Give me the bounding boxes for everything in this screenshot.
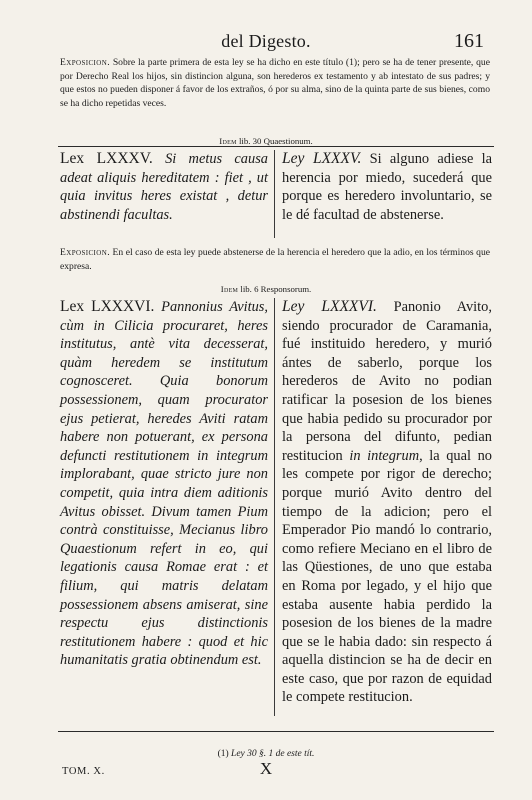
law-86-spanish-heading: Ley LXXXVI. (282, 298, 377, 315)
exposicion-paragraph-2 (60, 246, 490, 273)
source-author: Idem (219, 136, 237, 146)
law-86-spanish-text-1: Panonio Avito, siendo procurador de Caramania, fué instituido heredero, y murió ántes de saberlo, porque los herederos de Avito no podian ratificar la posesion de los bienes que habia pedido su procurador por la persona del difunto, pedian restitucion (282, 299, 492, 464)
volume-label: TOM. X. (62, 766, 105, 777)
law-86-latin-heading: Lex LXXXVI. (60, 298, 155, 315)
source-reference: lib. 30 Quaestionum. (238, 136, 313, 146)
law-86-latin-text: Pannonius Avitus, cùm in Cilicia procuraret, heres institutus, antè vita decesserat, quàm heredem se institutum cognosceret. Quia bonorum possessionem, quam procurator ejus petierat, heredes Aviti ratam habere non potuerant, ex persona defuncti restitutionem in integrum implorabant, quae stricto jure non competit, quia intra diem aditionis Avitus obisset. Divum tamen Pium contrà constituisse, Mecianus libro Quaestionum refert in eo, qui legationis causa Romae erat : et filium, qui matris delatam possessionem absens amiserat, sine respectu ejus distinctionis restitutionem habere : quod et hic humanitatis gratia obtinendum est. (60, 299, 268, 669)
column-divider-2 (274, 298, 275, 716)
law-86-spanish-italic: in integrum (349, 447, 420, 464)
running-title: del Digesto. (221, 31, 311, 51)
law-85-latin-text: Si metus causa adeat aliquis hereditatem : fiet , ut quia invitus heres existat , detur abstinendi facultas. (60, 151, 268, 223)
signature-mark: X (259, 759, 273, 778)
law-85-spanish-heading: Ley LXXXV. (282, 150, 362, 167)
footnote-number: (1) (217, 749, 229, 759)
law-86-latin (60, 298, 268, 670)
law-86-spanish (282, 298, 492, 707)
law-85-latin-heading: Lex LXXXV. (60, 150, 153, 167)
law-85-spanish (282, 150, 492, 224)
footnote (0, 749, 532, 759)
source-citation-1 (0, 136, 532, 146)
exposicion-label: Exposicion. (60, 247, 110, 258)
law-85-spanish-text: Si alguno adiese la herencia por miedo, sucederá que porque es heredero involuntario, se le dé facultad de abstenerse. (282, 151, 492, 223)
section-rule (58, 146, 494, 147)
column-divider-1 (274, 150, 275, 238)
footnote-text: Ley 30 §. 1 de este tít. (231, 749, 315, 759)
source-reference: lib. 6 Responsorum. (240, 284, 312, 294)
exposicion-text: En el caso de esta ley puede abstenerse de la herencia el heredero que la adio, en los términos que expresa. (60, 247, 490, 272)
page-number: 161 (454, 30, 484, 52)
footnote-rule (58, 731, 494, 732)
exposicion-paragraph-1 (60, 56, 490, 110)
source-author: Idem (220, 284, 239, 294)
law-86-spanish-text-2: , la qual no les compete por rigor de derecho; porque murió Avito dentro del tiempo de la adicion; pero el Emperador Pio mandó lo contrario, como refiere Meciano en el libro de las Qüestiones, de uno que estaba en Roma por legado, y el hijo que estaba ausente habia perdido la posesion de los bienes de la madre que se le habia dado: sin respecto á aquella distincion se ha de decir en este caso, que por razon de equidad le compete restitucion. (282, 447, 492, 706)
source-citation-2 (0, 284, 532, 294)
exposicion-text: Sobre la parte primera de esta ley se ha dicho en este título (1); pero se ha de tener presente, que por Derecho Real los hijos, sin distincion alguna, son herederos ex testamento y ab intestato de sus padres; y que estos no pueden disponer á favor de los extraños, ó por su alma, sino de la quinta parte de sus bienes, como se ha dicho repetidas veces. (60, 57, 490, 109)
law-85-latin (60, 150, 268, 224)
exposicion-label: Exposicion. (60, 57, 110, 68)
